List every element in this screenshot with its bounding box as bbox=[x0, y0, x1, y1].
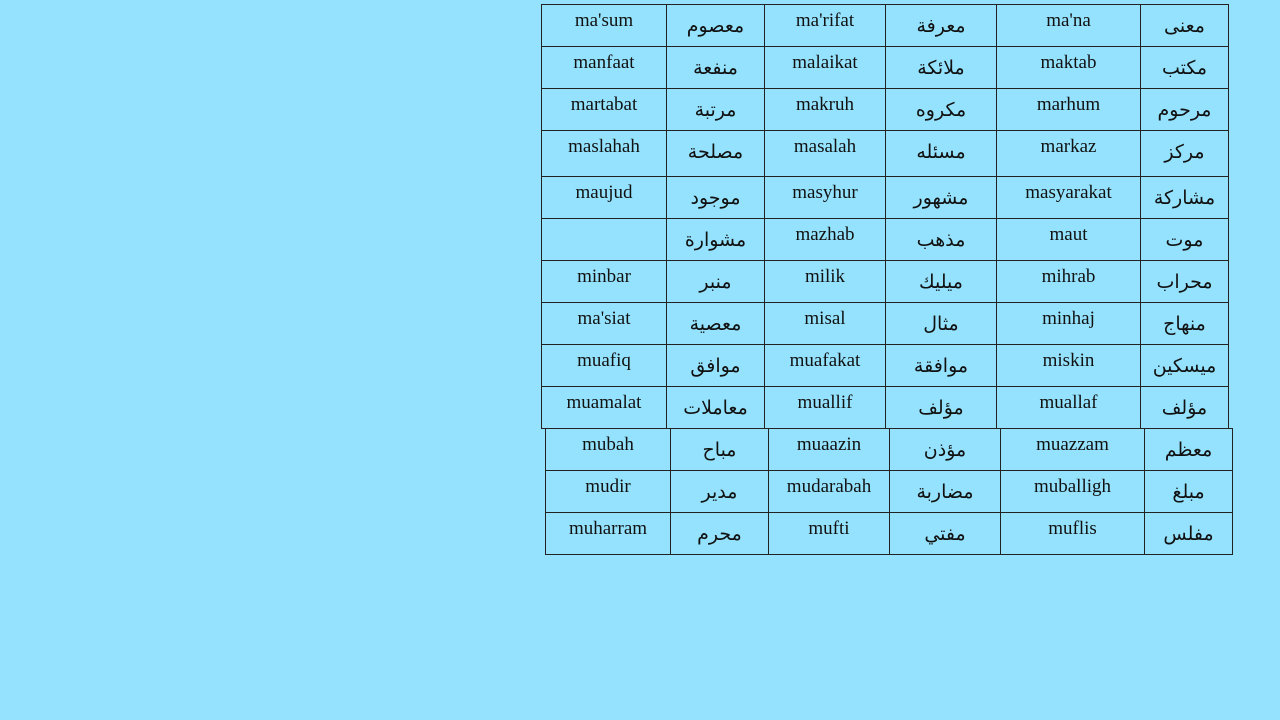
latin-word-cell: minbar bbox=[542, 261, 667, 303]
latin-word-cell: muaazin bbox=[769, 429, 890, 471]
arabic-word-cell: ميليك bbox=[886, 261, 997, 303]
vocabulary-table-bottom bbox=[545, 428, 1233, 555]
latin-word-cell: muafakat bbox=[765, 345, 886, 387]
table-row bbox=[542, 89, 1229, 131]
table-row bbox=[542, 345, 1229, 387]
latin-word-cell: masalah bbox=[765, 131, 886, 177]
latin-word-cell: mudarabah bbox=[769, 471, 890, 513]
latin-word-cell: maktab bbox=[997, 47, 1141, 89]
latin-word-cell: manfaat bbox=[542, 47, 667, 89]
arabic-word-cell: معاملات bbox=[667, 387, 765, 429]
arabic-word-cell: منفعة bbox=[667, 47, 765, 89]
arabic-word-cell: مكروه bbox=[886, 89, 997, 131]
arabic-word-cell: مرحوم bbox=[1141, 89, 1229, 131]
latin-word-cell: muflis bbox=[1001, 513, 1145, 555]
arabic-word-cell: موجود bbox=[667, 177, 765, 219]
table-row bbox=[546, 429, 1233, 471]
latin-word-cell: malaikat bbox=[765, 47, 886, 89]
arabic-word-cell: مفلس bbox=[1145, 513, 1233, 555]
latin-word-cell: ma'rifat bbox=[765, 5, 886, 47]
latin-word-cell: mufti bbox=[769, 513, 890, 555]
arabic-word-cell: مدير bbox=[671, 471, 769, 513]
latin-word-cell bbox=[542, 219, 667, 261]
latin-word-cell: mihrab bbox=[997, 261, 1141, 303]
arabic-word-cell: معنى bbox=[1141, 5, 1229, 47]
latin-word-cell: ma'siat bbox=[542, 303, 667, 345]
table-row bbox=[542, 131, 1229, 177]
latin-word-cell: mudir bbox=[546, 471, 671, 513]
arabic-word-cell: موافقة bbox=[886, 345, 997, 387]
latin-word-cell: misal bbox=[765, 303, 886, 345]
table-row bbox=[542, 219, 1229, 261]
arabic-word-cell: محرم bbox=[671, 513, 769, 555]
latin-word-cell: maut bbox=[997, 219, 1141, 261]
latin-word-cell: miskin bbox=[997, 345, 1141, 387]
latin-word-cell: maslahah bbox=[542, 131, 667, 177]
table-row bbox=[546, 471, 1233, 513]
latin-word-cell: markaz bbox=[997, 131, 1141, 177]
latin-word-cell: mubah bbox=[546, 429, 671, 471]
latin-word-cell: muallif bbox=[765, 387, 886, 429]
arabic-word-cell: معصوم bbox=[667, 5, 765, 47]
latin-word-cell: minhaj bbox=[997, 303, 1141, 345]
latin-word-cell: muallaf bbox=[997, 387, 1141, 429]
arabic-word-cell: مركز bbox=[1141, 131, 1229, 177]
latin-word-cell: masyarakat bbox=[997, 177, 1141, 219]
arabic-word-cell: معظم bbox=[1145, 429, 1233, 471]
latin-word-cell: muballigh bbox=[1001, 471, 1145, 513]
latin-word-cell: ma'na bbox=[997, 5, 1141, 47]
arabic-word-cell: مذهب bbox=[886, 219, 997, 261]
arabic-word-cell: مفتي bbox=[890, 513, 1001, 555]
latin-word-cell: milik bbox=[765, 261, 886, 303]
latin-word-cell: muamalat bbox=[542, 387, 667, 429]
arabic-word-cell: منبر bbox=[667, 261, 765, 303]
latin-word-cell: ma'sum bbox=[542, 5, 667, 47]
arabic-word-cell: مؤلف bbox=[1141, 387, 1229, 429]
arabic-word-cell: ملائكة bbox=[886, 47, 997, 89]
arabic-word-cell: مؤلف bbox=[886, 387, 997, 429]
arabic-word-cell: مثال bbox=[886, 303, 997, 345]
arabic-word-cell: معصية bbox=[667, 303, 765, 345]
arabic-word-cell: مشهور bbox=[886, 177, 997, 219]
table-row bbox=[542, 387, 1229, 429]
arabic-word-cell: موت bbox=[1141, 219, 1229, 261]
table-row bbox=[542, 5, 1229, 47]
latin-word-cell: masyhur bbox=[765, 177, 886, 219]
arabic-word-cell: محراب bbox=[1141, 261, 1229, 303]
arabic-word-cell: مكتب bbox=[1141, 47, 1229, 89]
table-row bbox=[542, 303, 1229, 345]
arabic-word-cell: معرفة bbox=[886, 5, 997, 47]
latin-word-cell: muazzam bbox=[1001, 429, 1145, 471]
latin-word-cell: marhum bbox=[997, 89, 1141, 131]
arabic-word-cell: مبلغ bbox=[1145, 471, 1233, 513]
latin-word-cell: martabat bbox=[542, 89, 667, 131]
vocabulary-table-top bbox=[541, 4, 1229, 429]
latin-word-cell: muafiq bbox=[542, 345, 667, 387]
latin-word-cell: makruh bbox=[765, 89, 886, 131]
arabic-word-cell: موافق bbox=[667, 345, 765, 387]
arabic-word-cell: مشوارة bbox=[667, 219, 765, 261]
arabic-word-cell: مؤذن bbox=[890, 429, 1001, 471]
arabic-word-cell: مباح bbox=[671, 429, 769, 471]
arabic-word-cell: ميسكين bbox=[1141, 345, 1229, 387]
table-row bbox=[542, 261, 1229, 303]
table-row bbox=[546, 513, 1233, 555]
arabic-word-cell: مشاركة bbox=[1141, 177, 1229, 219]
table-row bbox=[542, 47, 1229, 89]
arabic-word-cell: منهاج bbox=[1141, 303, 1229, 345]
latin-word-cell: mazhab bbox=[765, 219, 886, 261]
arabic-word-cell: مصلحة bbox=[667, 131, 765, 177]
latin-word-cell: muharram bbox=[546, 513, 671, 555]
arabic-word-cell: مضاربة bbox=[890, 471, 1001, 513]
latin-word-cell: maujud bbox=[542, 177, 667, 219]
arabic-word-cell: مسئله bbox=[886, 131, 997, 177]
arabic-word-cell: مرتبة bbox=[667, 89, 765, 131]
table-row bbox=[542, 177, 1229, 219]
